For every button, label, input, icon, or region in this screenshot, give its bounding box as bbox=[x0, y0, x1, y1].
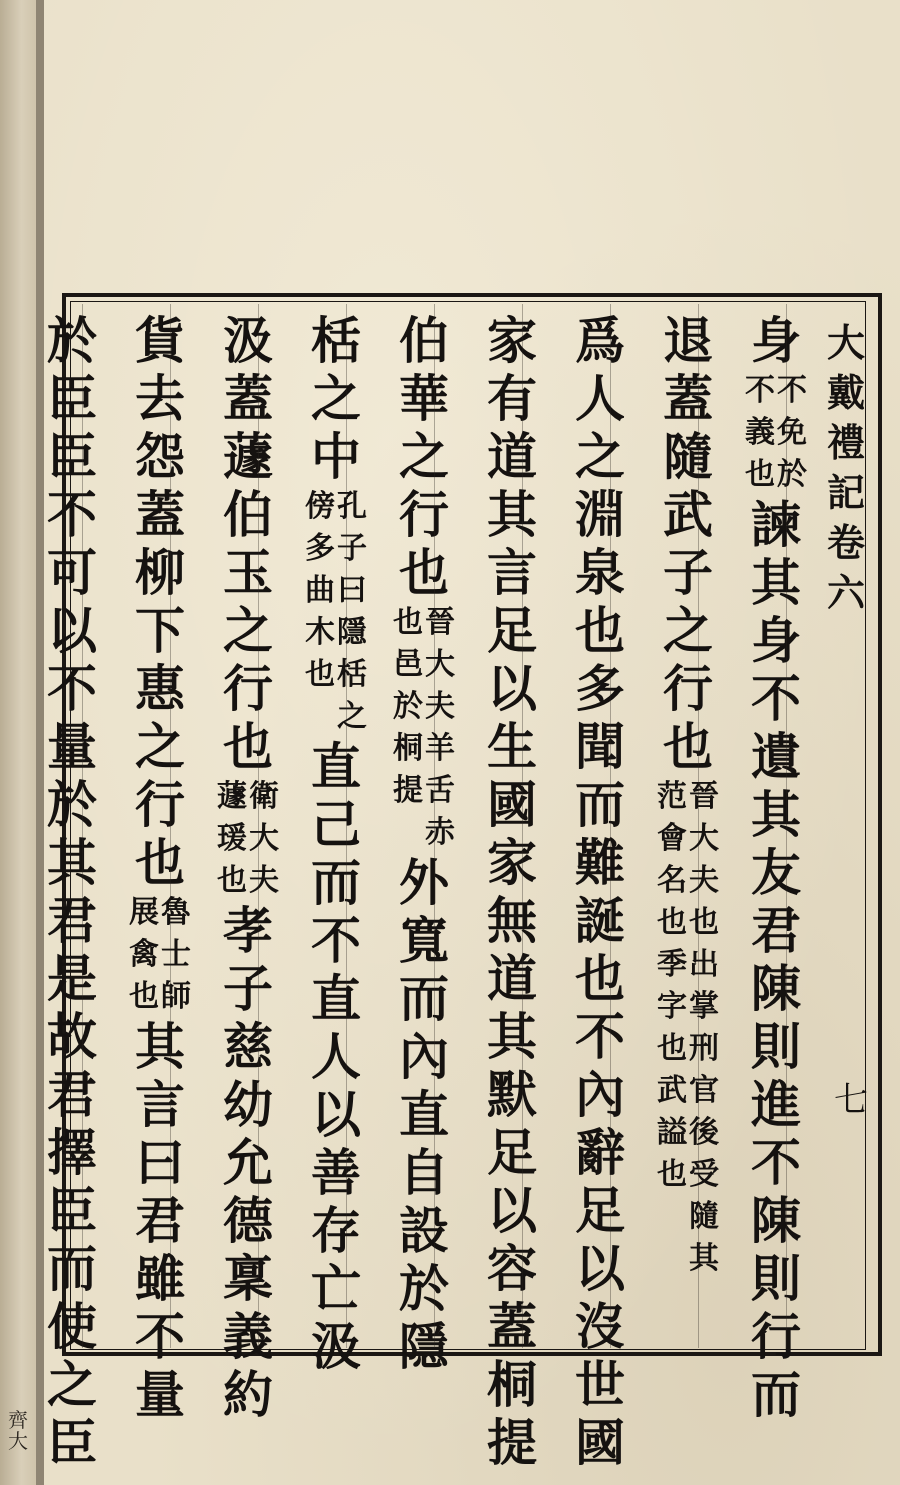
commentary-note bbox=[216, 776, 280, 902]
main-text-char: 友 bbox=[751, 843, 801, 902]
column-divider bbox=[170, 304, 171, 1348]
main-text-char: 不 bbox=[311, 911, 361, 970]
main-text-char: 而 bbox=[575, 775, 625, 834]
commentary-left-line bbox=[304, 486, 336, 738]
main-text-char: 家 bbox=[487, 311, 537, 370]
main-text-char: 義 bbox=[223, 1307, 273, 1366]
main-text-char: 於 bbox=[47, 775, 97, 834]
main-text-char: 去 bbox=[135, 369, 185, 428]
commentary-left-line bbox=[656, 776, 688, 1280]
main-text-char: 也 bbox=[135, 833, 185, 892]
main-text-char: 多 bbox=[575, 659, 625, 718]
commentary-char: 也 bbox=[657, 1031, 687, 1066]
commentary-left-line bbox=[128, 892, 160, 1018]
main-text-char: 玉 bbox=[223, 543, 273, 602]
main-text-char: 內 bbox=[399, 1027, 449, 1086]
main-text-char: 不 bbox=[751, 669, 801, 728]
main-text-char: 行 bbox=[751, 1307, 801, 1366]
commentary-right-line bbox=[424, 602, 456, 854]
main-text-char: 而 bbox=[311, 853, 361, 912]
main-text-char: 有 bbox=[487, 369, 537, 428]
main-text-char: 無 bbox=[487, 891, 537, 950]
main-text-char: 也 bbox=[663, 717, 713, 776]
main-text-char: 足 bbox=[575, 1181, 625, 1240]
text-column-8 bbox=[128, 311, 192, 1424]
main-text-char: 也 bbox=[399, 543, 449, 602]
commentary-char: 名 bbox=[657, 863, 687, 898]
column-divider bbox=[698, 304, 699, 1348]
main-text-char: 幼 bbox=[223, 1075, 273, 1134]
commentary-char: 晉 bbox=[425, 605, 455, 640]
main-text-char: 稟 bbox=[223, 1249, 273, 1308]
commentary-char: 大 bbox=[249, 821, 279, 856]
main-text-char: 其 bbox=[751, 785, 801, 844]
commentary-char: 晉 bbox=[689, 779, 719, 814]
main-text-char: 汲 bbox=[311, 1317, 361, 1376]
commentary-note bbox=[744, 370, 808, 496]
main-text-char: 蘧 bbox=[223, 427, 273, 486]
commentary-char: 大 bbox=[689, 821, 719, 856]
commentary-char: 也 bbox=[657, 1157, 687, 1192]
main-text-char: 柳 bbox=[135, 543, 185, 602]
main-text-char: 之 bbox=[311, 369, 361, 428]
commentary-char: 也 bbox=[657, 905, 687, 940]
commentary-right-line bbox=[336, 486, 368, 738]
main-text-char: 退 bbox=[663, 311, 713, 370]
main-text-char: 泉 bbox=[575, 543, 625, 602]
commentary-char: 也 bbox=[393, 605, 423, 640]
commentary-char: 也 bbox=[305, 657, 335, 692]
main-text-char: 淵 bbox=[575, 485, 625, 544]
main-text-char: 提 bbox=[487, 1413, 537, 1472]
main-text-char: 以 bbox=[487, 659, 537, 718]
main-text-char: 其 bbox=[47, 833, 97, 892]
main-text-char: 足 bbox=[487, 601, 537, 660]
main-text-char: 曰 bbox=[135, 1133, 185, 1192]
main-text-char: 而 bbox=[47, 1239, 97, 1298]
main-text-char: 伯 bbox=[399, 311, 449, 370]
commentary-char: 舌 bbox=[425, 773, 455, 808]
main-text-char: 桐 bbox=[487, 1355, 537, 1414]
commentary-char: 掌 bbox=[689, 989, 719, 1024]
commentary-char: 范 bbox=[657, 779, 687, 814]
main-text-char: 則 bbox=[751, 1017, 801, 1076]
main-text-char: 人 bbox=[575, 369, 625, 428]
main-text-char: 伯 bbox=[223, 485, 273, 544]
commentary-char: 後 bbox=[689, 1115, 719, 1150]
main-text-char: 允 bbox=[223, 1133, 273, 1192]
main-text-char: 身 bbox=[751, 311, 801, 370]
main-text-char: 中 bbox=[311, 427, 361, 486]
main-text-char: 善 bbox=[311, 1143, 361, 1202]
text-column-4 bbox=[480, 311, 544, 1472]
main-text-char: 聞 bbox=[575, 717, 625, 776]
commentary-char: 羊 bbox=[425, 731, 455, 766]
main-text-char: 己 bbox=[311, 795, 361, 854]
column-divider bbox=[610, 304, 611, 1348]
commentary-char: 邑 bbox=[393, 647, 423, 682]
commentary-char: 夫 bbox=[425, 689, 455, 724]
main-text-char: 下 bbox=[135, 601, 185, 660]
commentary-char: 受 bbox=[689, 1157, 719, 1192]
commentary-char: 會 bbox=[657, 821, 687, 856]
main-text-char: 行 bbox=[135, 775, 185, 834]
main-text-char: 寬 bbox=[399, 911, 449, 970]
main-text-char: 生 bbox=[487, 717, 537, 776]
main-text-char: 人 bbox=[311, 1027, 361, 1086]
main-text-char: 國 bbox=[487, 775, 537, 834]
text-column-3 bbox=[568, 311, 632, 1472]
text-column-7 bbox=[216, 311, 280, 1424]
main-text-char: 不 bbox=[47, 659, 97, 718]
commentary-char: 免 bbox=[777, 415, 807, 450]
commentary-char: 孔 bbox=[337, 489, 367, 524]
main-text-char: 惠 bbox=[135, 659, 185, 718]
main-text-char: 於 bbox=[399, 1259, 449, 1318]
main-text-char: 擇 bbox=[47, 1123, 97, 1182]
main-text-char: 其 bbox=[487, 485, 537, 544]
main-text-char: 是 bbox=[47, 949, 97, 1008]
main-text-char: 不 bbox=[575, 1007, 625, 1066]
commentary-char: 栝 bbox=[337, 657, 367, 692]
commentary-char: 之 bbox=[337, 699, 367, 734]
commentary-char: 多 bbox=[305, 531, 335, 566]
main-text-char: 之 bbox=[135, 717, 185, 776]
main-text-char: 則 bbox=[751, 1249, 801, 1308]
main-text-char: 之 bbox=[575, 427, 625, 486]
main-text-char: 世 bbox=[575, 1355, 625, 1414]
text-column-6 bbox=[304, 311, 368, 1376]
main-text-char: 行 bbox=[223, 659, 273, 718]
main-text-char: 直 bbox=[399, 1085, 449, 1144]
main-text-char: 使 bbox=[47, 1297, 97, 1356]
main-text-char: 君 bbox=[135, 1191, 185, 1250]
main-text-char: 不 bbox=[135, 1307, 185, 1366]
commentary-char: 不 bbox=[777, 373, 807, 408]
main-text-char: 孝 bbox=[223, 901, 273, 960]
main-text-char: 於 bbox=[47, 311, 97, 370]
main-text-char: 其 bbox=[135, 1017, 185, 1076]
main-text-char: 君 bbox=[47, 891, 97, 950]
commentary-char: 也 bbox=[129, 979, 159, 1014]
commentary-char: 隱 bbox=[337, 615, 367, 650]
main-text-char: 約 bbox=[223, 1365, 273, 1424]
commentary-char: 於 bbox=[393, 689, 423, 724]
commentary-char: 子 bbox=[337, 531, 367, 566]
commentary-note bbox=[304, 486, 368, 738]
main-text-char: 蓋 bbox=[135, 485, 185, 544]
main-text-char: 行 bbox=[663, 659, 713, 718]
header-char: 戴 bbox=[826, 370, 865, 415]
commentary-char: 刑 bbox=[689, 1031, 719, 1066]
commentary-char: 也 bbox=[745, 457, 775, 492]
commentary-note bbox=[128, 892, 192, 1018]
main-text-char: 內 bbox=[575, 1065, 625, 1124]
main-text-char: 蓋 bbox=[223, 369, 273, 428]
commentary-char: 夫 bbox=[249, 863, 279, 898]
text-column-1 bbox=[744, 311, 808, 1424]
main-text-char: 而 bbox=[751, 1365, 801, 1424]
commentary-char: 禽 bbox=[129, 937, 159, 972]
column-divider bbox=[258, 304, 259, 1348]
main-text-char: 直 bbox=[311, 737, 361, 796]
header-char: 記 bbox=[826, 470, 865, 515]
commentary-note bbox=[392, 602, 456, 854]
main-text-char: 之 bbox=[47, 1355, 97, 1414]
commentary-char: 武 bbox=[657, 1073, 687, 1108]
previous-leaf-fragment: 齊大 bbox=[8, 1408, 28, 1453]
main-text-char: 量 bbox=[135, 1365, 185, 1424]
commentary-char: 也 bbox=[689, 905, 719, 940]
main-text-char: 家 bbox=[487, 833, 537, 892]
commentary-char: 曲 bbox=[305, 573, 335, 608]
main-text-char: 貨 bbox=[135, 311, 185, 370]
page-number: 七 bbox=[834, 1080, 868, 1120]
main-text-char: 陳 bbox=[751, 1191, 801, 1250]
commentary-char: 謚 bbox=[657, 1115, 687, 1150]
main-text-char: 陳 bbox=[751, 959, 801, 1018]
main-text-char: 言 bbox=[135, 1075, 185, 1134]
main-text-char: 故 bbox=[47, 1007, 97, 1066]
main-text-char: 直 bbox=[311, 969, 361, 1028]
main-text-char: 之 bbox=[663, 601, 713, 660]
main-text-char: 其 bbox=[487, 1007, 537, 1066]
main-text-char: 以 bbox=[311, 1085, 361, 1144]
main-text-char: 華 bbox=[399, 369, 449, 428]
main-text-char: 臣 bbox=[47, 1413, 97, 1472]
commentary-char: 曰 bbox=[337, 573, 367, 608]
main-text-char: 臣 bbox=[47, 369, 97, 428]
column-divider bbox=[786, 304, 787, 1348]
commentary-char: 木 bbox=[305, 615, 335, 650]
main-text-char: 不 bbox=[751, 1133, 801, 1192]
main-text-char: 難 bbox=[575, 833, 625, 892]
main-text-char: 足 bbox=[487, 1123, 537, 1182]
text-column-5 bbox=[392, 311, 456, 1376]
commentary-note bbox=[656, 776, 720, 1280]
main-text-char: 也 bbox=[575, 949, 625, 1008]
main-text-char: 存 bbox=[311, 1201, 361, 1260]
main-text-char: 自 bbox=[399, 1143, 449, 1202]
page-header-column bbox=[824, 318, 868, 1350]
column-divider bbox=[522, 304, 523, 1348]
main-text-char: 行 bbox=[399, 485, 449, 544]
commentary-char: 瑗 bbox=[217, 821, 247, 856]
main-text-char: 汲 bbox=[223, 311, 273, 370]
main-text-char: 隨 bbox=[663, 427, 713, 486]
main-text-char: 可 bbox=[47, 543, 97, 602]
commentary-right-line bbox=[248, 776, 280, 902]
commentary-char: 展 bbox=[129, 895, 159, 930]
commentary-left-line bbox=[392, 602, 424, 854]
main-text-char: 爲 bbox=[575, 311, 625, 370]
main-text-char: 怨 bbox=[135, 427, 185, 486]
commentary-char: 不 bbox=[745, 373, 775, 408]
column-divider bbox=[82, 304, 83, 1348]
main-text-char: 之 bbox=[399, 427, 449, 486]
main-text-char: 臣 bbox=[47, 427, 97, 486]
commentary-char: 士 bbox=[161, 937, 191, 972]
commentary-char: 魯 bbox=[161, 895, 191, 930]
main-text-char: 臣 bbox=[47, 1181, 97, 1240]
main-text-char: 之 bbox=[223, 601, 273, 660]
main-text-char: 辭 bbox=[575, 1123, 625, 1182]
commentary-char: 出 bbox=[689, 947, 719, 982]
commentary-char: 蘧 bbox=[217, 779, 247, 814]
header-char: 卷 bbox=[826, 520, 865, 565]
main-text-char: 設 bbox=[399, 1201, 449, 1260]
main-text-char: 子 bbox=[223, 959, 273, 1018]
commentary-right-line bbox=[160, 892, 192, 1018]
commentary-char: 衛 bbox=[249, 779, 279, 814]
main-text-char: 蓋 bbox=[663, 369, 713, 428]
commentary-char: 赤 bbox=[425, 815, 455, 850]
commentary-right-line bbox=[688, 776, 720, 1280]
main-text-char: 默 bbox=[487, 1065, 537, 1124]
commentary-char: 隨 bbox=[689, 1199, 719, 1234]
main-text-char: 以 bbox=[47, 601, 97, 660]
main-text-char: 道 bbox=[487, 949, 537, 1008]
main-text-char: 身 bbox=[751, 611, 801, 670]
commentary-char: 師 bbox=[161, 979, 191, 1014]
main-text-char: 也 bbox=[223, 717, 273, 776]
main-text-char: 栝 bbox=[311, 311, 361, 370]
column-divider bbox=[434, 304, 435, 1348]
main-text-char: 子 bbox=[663, 543, 713, 602]
previous-leaf-edge bbox=[0, 0, 36, 1485]
main-text-char: 而 bbox=[399, 969, 449, 1028]
header-char: 六 bbox=[826, 570, 865, 615]
commentary-char: 字 bbox=[657, 989, 687, 1024]
commentary-char: 大 bbox=[425, 647, 455, 682]
main-text-char: 德 bbox=[223, 1191, 273, 1250]
main-text-char: 君 bbox=[751, 901, 801, 960]
column-divider bbox=[346, 304, 347, 1348]
main-text-char: 慈 bbox=[223, 1017, 273, 1076]
commentary-right-line bbox=[776, 370, 808, 496]
commentary-char: 季 bbox=[657, 947, 687, 982]
main-text-char: 武 bbox=[663, 485, 713, 544]
main-text-char: 亡 bbox=[311, 1259, 361, 1318]
main-text-char: 諫 bbox=[751, 495, 801, 554]
header-char: 禮 bbox=[826, 420, 865, 465]
commentary-char: 夫 bbox=[689, 863, 719, 898]
commentary-left-line bbox=[216, 776, 248, 902]
header-char: 大 bbox=[826, 320, 865, 365]
main-text-char: 沒 bbox=[575, 1297, 625, 1356]
main-text-char: 外 bbox=[399, 853, 449, 912]
main-text-char: 也 bbox=[575, 601, 625, 660]
commentary-char: 於 bbox=[777, 457, 807, 492]
commentary-char: 傍 bbox=[305, 489, 335, 524]
main-text-char: 國 bbox=[575, 1413, 625, 1472]
commentary-char: 也 bbox=[217, 863, 247, 898]
main-text-char: 隱 bbox=[399, 1317, 449, 1376]
main-text-char: 遺 bbox=[751, 727, 801, 786]
commentary-char: 其 bbox=[689, 1241, 719, 1276]
main-text-char: 雖 bbox=[135, 1249, 185, 1308]
commentary-left-line bbox=[744, 370, 776, 496]
commentary-char: 官 bbox=[689, 1073, 719, 1108]
text-column-2 bbox=[656, 312, 720, 1344]
main-text-char: 進 bbox=[751, 1075, 801, 1134]
main-text-char: 以 bbox=[487, 1181, 537, 1240]
commentary-char: 義 bbox=[745, 415, 775, 450]
main-text-char: 蓋 bbox=[487, 1297, 537, 1356]
main-text-char: 不 bbox=[47, 485, 97, 544]
text-column-9 bbox=[40, 311, 104, 1472]
commentary-char: 提 bbox=[393, 773, 423, 808]
main-text-char: 誕 bbox=[575, 891, 625, 950]
main-text-char: 道 bbox=[487, 427, 537, 486]
main-text-char: 其 bbox=[751, 553, 801, 612]
main-text-char: 容 bbox=[487, 1239, 537, 1298]
main-text-char: 以 bbox=[575, 1239, 625, 1298]
commentary-char: 桐 bbox=[393, 731, 423, 766]
main-text-char: 君 bbox=[47, 1065, 97, 1124]
main-text-char: 量 bbox=[47, 717, 97, 776]
main-text-char: 言 bbox=[487, 543, 537, 602]
